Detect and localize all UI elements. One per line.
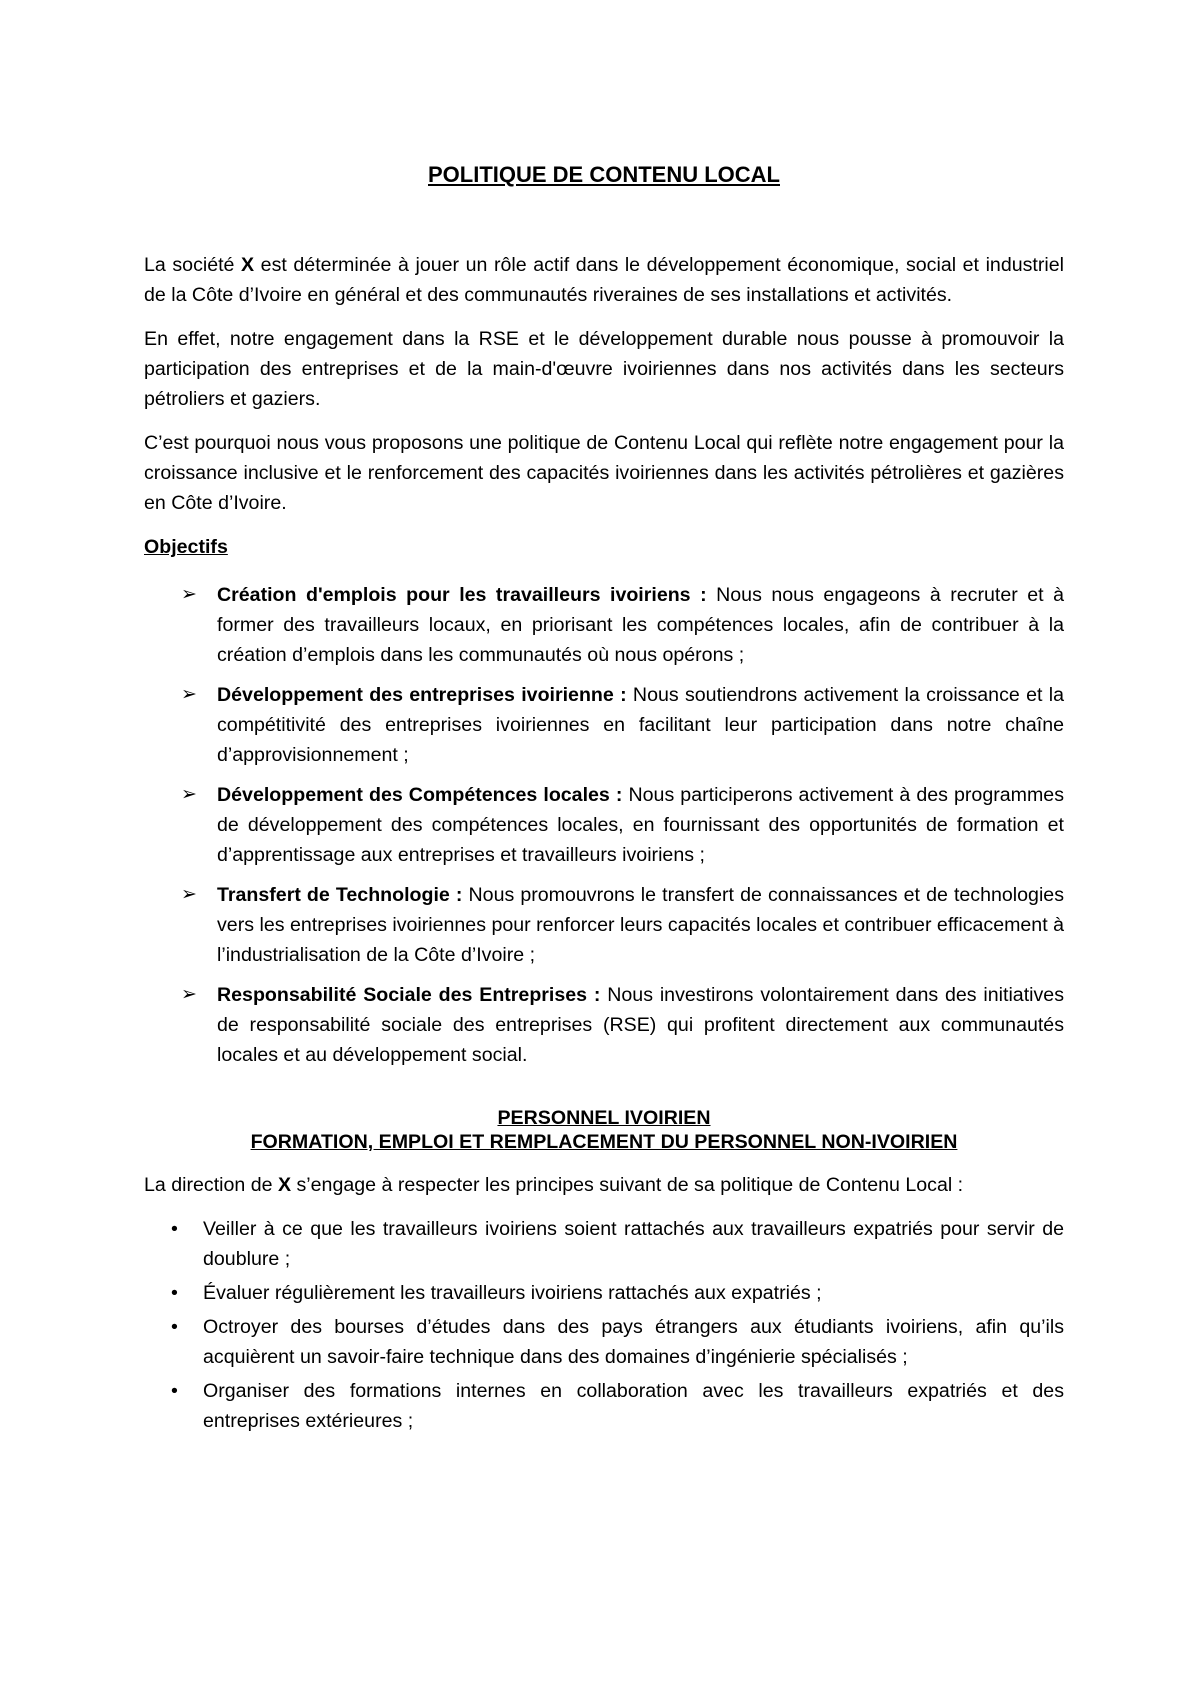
company-name: X bbox=[241, 254, 255, 276]
principle-item bbox=[144, 1312, 1064, 1372]
objective-title: Transfert de Technologie : bbox=[217, 884, 463, 906]
objective-item bbox=[144, 680, 1064, 770]
principle-text: Évaluer régulièrement les travailleurs ivoiriens rattachés aux expatriés ; bbox=[203, 1282, 822, 1304]
intro-paragraph-1 bbox=[144, 250, 1064, 310]
intro-p1-after: est déterminée à jouer un rôle actif dans le développement économique, social et industriel de la Côte d’Ivoire en général et des communautés riveraines de ses installations et activités. bbox=[144, 254, 1064, 306]
intro-paragraph-3: C’est pourquoi nous vous proposons une politique de Contenu Local qui reflète notre engagement pour la croissance inclusive et le renforcement des capacités ivoiriennes dans les activités pétrolières et gazières en Côte d’Ivoire. bbox=[144, 432, 1064, 514]
objective-title: Création d'emplois pour les travailleurs ivoiriens : bbox=[217, 584, 707, 606]
objective-item bbox=[144, 780, 1064, 870]
objective-text: Nous participerons activement à des programmes de développement des compétences locales, en fournissant des opportunités de formation et d’apprentissage aux entreprises et travailleurs ivoiriens ; bbox=[217, 784, 1064, 866]
arrow-bullet-icon: ➢ bbox=[181, 884, 197, 905]
dot-bullet-icon: • bbox=[171, 1316, 178, 1338]
objectives-list bbox=[144, 580, 1064, 1070]
personnel-intro-after: s’engage à respecter les principes suivant de sa politique de Contenu Local : bbox=[291, 1174, 964, 1196]
principle-item bbox=[144, 1376, 1064, 1436]
dot-bullet-icon: • bbox=[171, 1282, 178, 1304]
arrow-bullet-icon: ➢ bbox=[181, 984, 197, 1005]
objective-title: Développement des entreprises ivoirienne : bbox=[217, 684, 627, 706]
objective-title: Développement des Compétences locales : bbox=[217, 784, 623, 806]
principle-item bbox=[144, 1278, 1064, 1308]
arrow-bullet-icon: ➢ bbox=[181, 784, 197, 805]
objective-item bbox=[144, 580, 1064, 670]
personnel-section-heading bbox=[144, 1106, 1064, 1154]
arrow-bullet-icon: ➢ bbox=[181, 584, 197, 605]
objective-item bbox=[144, 880, 1064, 970]
dot-bullet-icon: • bbox=[171, 1380, 178, 1402]
personnel-heading-line-2: FORMATION, EMPLOI ET REMPLACEMENT DU PERSONNEL NON-IVOIRIEN bbox=[250, 1131, 958, 1153]
principle-item bbox=[144, 1214, 1064, 1274]
personnel-intro bbox=[144, 1170, 1064, 1200]
personnel-intro-before: La direction de bbox=[144, 1174, 278, 1196]
objective-title: Responsabilité Sociale des Entreprises : bbox=[217, 984, 601, 1006]
intro-p1-before: La société bbox=[144, 254, 242, 276]
objective-item bbox=[144, 980, 1064, 1070]
document-title: POLITIQUE DE CONTENU LOCAL bbox=[428, 162, 780, 187]
objective-text: Nous promouvrons le transfert de connaissances et de technologies vers les entreprises ivoiriennes pour renforcer leurs capacités locales et contribuer efficacement à l’industrialisation de la Côte d’Ivoire ; bbox=[217, 884, 1064, 966]
dot-bullet-icon: • bbox=[171, 1218, 178, 1240]
objectives-heading: Objectifs bbox=[144, 536, 228, 558]
arrow-bullet-icon: ➢ bbox=[181, 684, 197, 705]
principle-text: Veiller à ce que les travailleurs ivoiriens soient rattachés aux travailleurs expatriés pour servir de doublure ; bbox=[203, 1218, 1064, 1270]
principle-text: Organiser des formations internes en collaboration avec les travailleurs expatriés et des entreprises extérieures ; bbox=[203, 1380, 1064, 1432]
company-name: X bbox=[277, 1174, 292, 1196]
principles-list bbox=[144, 1214, 1064, 1436]
objective-text: Nous soutiendrons activement la croissance et la compétitivité des entreprises ivoiriennes en facilitant leur participation dans notre chaîne d’approvisionnement ; bbox=[217, 684, 1064, 766]
intro-paragraph-2: En effet, notre engagement dans la RSE et le développement durable nous pousse à promouvoir la participation des entreprises et de la main-d'œuvre ivoiriennes dans nos activités dans les secteurs pétroliers et gaziers. bbox=[144, 328, 1064, 410]
principle-text: Octroyer des bourses d’études dans des pays étrangers aux étudiants ivoiriens, afin qu’ils acquièrent un savoir-faire technique dans des domaines d’ingénierie spécialisés ; bbox=[203, 1316, 1064, 1368]
personnel-heading-line-1: PERSONNEL IVOIRIEN bbox=[497, 1107, 711, 1129]
objective-text: Nous nous engageons à recruter et à former des travailleurs locaux, en priorisant les compétences locales, afin de contribuer à la création d’emplois dans les communautés où nous opérons ; bbox=[217, 584, 1065, 666]
objective-text: Nous investirons volontairement dans des initiatives de responsabilité sociale des entreprises (RSE) qui profitent directement aux communautés locales et au développement social. bbox=[217, 984, 1064, 1066]
